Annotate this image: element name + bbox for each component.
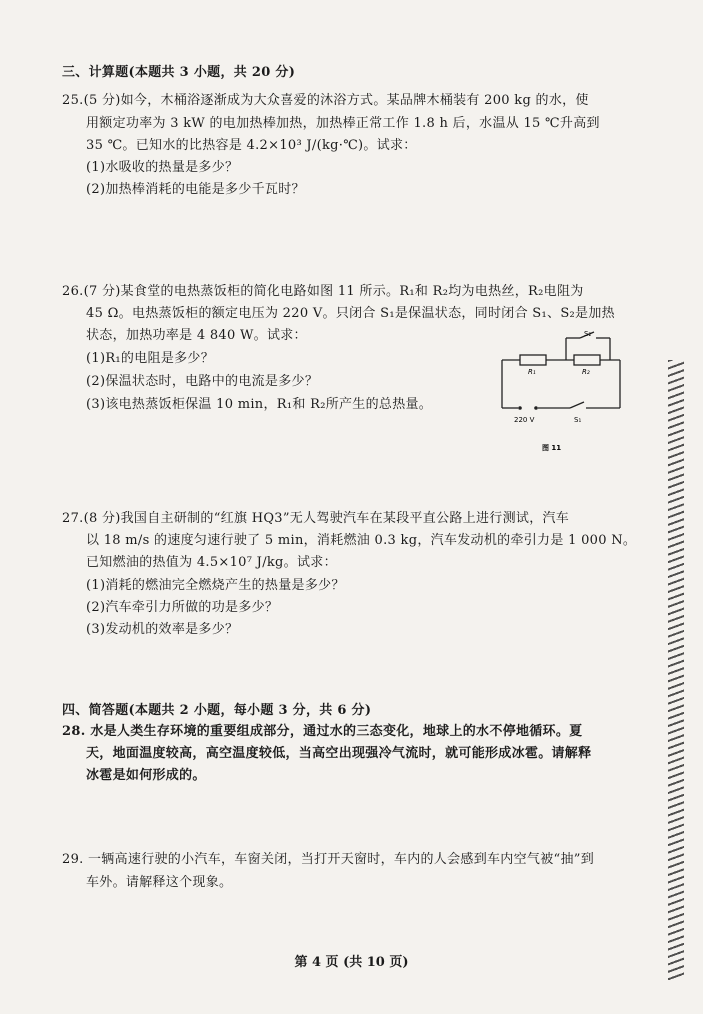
q26-line2: 45 Ω。电热蒸饭柜的额定电压为 220 V。只闭合 S₁是保温状态，同时闭合 S₁、S₂是加热 — [86, 306, 615, 321]
q28-line2: 天，地面温度较高，高空温度较低，当高空出现强冷气流时，就可能形成冰雹。请解释 — [86, 746, 592, 761]
q25-sub2: (2)加热棒消耗的电能是多少千瓦时？ — [86, 182, 305, 197]
q25-line2: 用额定功率为 3 kW 的电加热棒加热，加热棒正常工作 1.8 h 后，水温从 15 ℃升高到 — [86, 116, 600, 131]
q27-sub3: (3)发动机的效率是多少？ — [86, 622, 239, 637]
label-voltage: 220 V — [514, 416, 535, 424]
q27-line2: 以 18 m/s 的速度匀速行驶了 5 min，消耗燃油 0.3 kg，汽车发动机的牵引力是 1 000 N。 — [86, 533, 637, 548]
q25-line1: 25.(5 分)如今，木桶浴逐渐成为大众喜爱的沐浴方式。某品牌木桶装有 200 kg 的水，使 — [62, 93, 589, 108]
q28-line3: 冰雹是如何形成的。 — [86, 768, 206, 783]
binding-margin-dots — [668, 360, 684, 980]
label-s1: S₁ — [574, 416, 582, 424]
q27-line1: 27.(8 分)我国自主研制的“红旗 HQ3”无人驾驶汽车在某段平直公路上进行测试，汽车 — [62, 511, 570, 526]
section4-header: 四、简答题(本题共 2 小题，每小题 3 分，共 6 分) — [62, 703, 372, 718]
q27-sub2: (2)汽车牵引力所做的功是多少？ — [86, 600, 279, 615]
label-r2: R₂ — [582, 368, 590, 376]
figure-caption: 图 11 — [542, 444, 562, 452]
resistor-r1 — [520, 355, 546, 365]
q25-line3: 35 ℃。已知水的比热容是 4.2×10³ J/(kg·℃)。试求： — [86, 138, 417, 153]
q29-line1: 29. 一辆高速行驶的小汽车，车窗关闭，当打开天窗时，车内的人会感到车内空气被“抽”到 — [62, 852, 594, 867]
q29-line2: 车外。请解释这个现象。 — [86, 875, 233, 890]
switch-s1 — [570, 402, 584, 408]
q26-sub1: (1)R₁的电阻是多少？ — [86, 351, 215, 366]
q27-sub1: (1)消耗的燃油完全燃烧产生的热量是多少？ — [86, 578, 345, 593]
q26-line3: 状态，加热功率是 4 840 W。试求： — [86, 328, 307, 343]
q26-sub2: (2)保温状态时，电路中的电流是多少？ — [86, 374, 319, 389]
page-footer: 第 4 页 (共 10 页) — [294, 955, 409, 970]
section3-header: 三、计算题(本题共 3 小题，共 20 分) — [62, 65, 296, 80]
resistor-r2 — [574, 355, 600, 365]
label-s2: S₂ — [584, 330, 592, 338]
q26-sub3: (3)该电热蒸饭柜保温 10 min，R₁和 R₂所产生的总热量。 — [86, 397, 433, 412]
q27-line3: 已知燃油的热值为 4.5×10⁷ J/kg。试求： — [86, 555, 337, 570]
q25-sub1: (1)水吸收的热量是多少？ — [86, 160, 239, 175]
q26-line1: 26.(7 分)某食堂的电热蒸饭柜的简化电路如图 11 所示。R₁和 R₂均为电热丝，R₂电阻为 — [62, 284, 584, 299]
circuit-figure-11 — [490, 330, 640, 460]
q28-line1: 28. 水是人类生存环境的重要组成部分，通过水的三态变化，地球上的水不停地循环。夏 — [62, 724, 583, 739]
label-r1: R₁ — [528, 368, 536, 376]
